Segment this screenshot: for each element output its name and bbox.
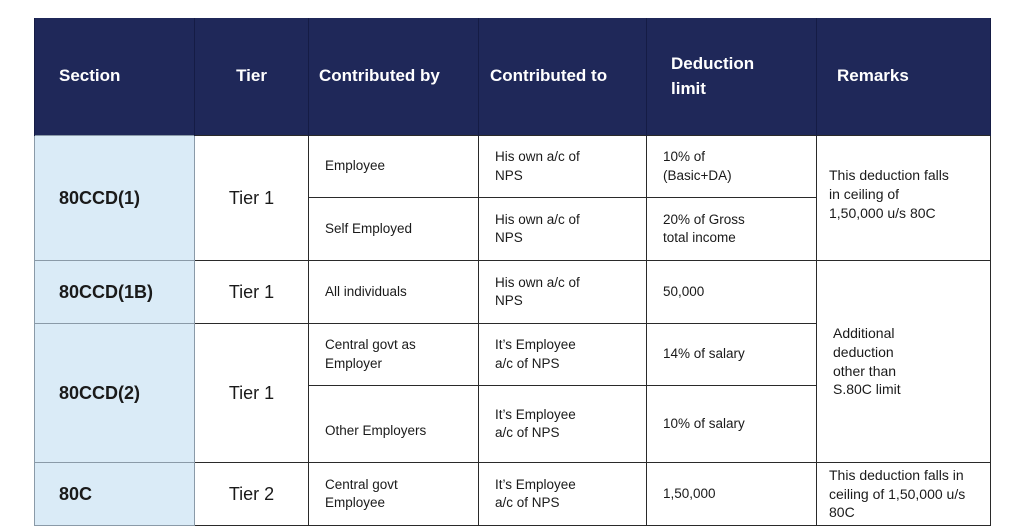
header-remarks: Remarks [817, 18, 991, 136]
contributed-by-cell: Employee [309, 136, 479, 198]
header-deduction-limit [647, 18, 817, 136]
section-cell: 80CCD(1B) [35, 261, 195, 324]
remarks-cell: This deduction falls in ceiling of 1,50,000 u/s 80C [817, 463, 991, 526]
contributed-to-cell: It’s Employee a/c of NPS [479, 386, 647, 463]
contributed-by-cell: Self Employed [309, 198, 479, 261]
tier-cell: Tier 2 [195, 463, 309, 526]
contributed-by-cell: All individuals [309, 261, 479, 324]
deduction-limit-cell: 1,50,000 [647, 463, 817, 526]
nps-deduction-table [34, 18, 991, 526]
deduction-limit-cell: 14% of salary [647, 324, 817, 386]
remarks-cell: Additional deduction other than S.80C limit [817, 261, 991, 463]
contributed-to-cell: It’s Employee a/c of NPS [479, 463, 647, 526]
table-row [35, 261, 991, 324]
tier-cell: Tier 1 [195, 261, 309, 324]
header-deduction-line2: limit [671, 78, 706, 98]
header-tier: Tier [195, 18, 309, 136]
contributed-by-cell: Other Employers [309, 386, 479, 463]
tier-cell: Tier 1 [195, 136, 309, 261]
section-cell: 80C [35, 463, 195, 526]
table-row [35, 463, 991, 526]
contributed-to-cell: It’s Employee a/c of NPS [479, 324, 647, 386]
deduction-limit-cell: 20% of Gross total income [647, 198, 817, 261]
contributed-by-cell: Central govt Employee [309, 463, 479, 526]
deduction-limit-cell: 10% of (Basic+DA) [647, 136, 817, 198]
contributed-to-cell: His own a/c of NPS [479, 136, 647, 198]
table-row [35, 136, 991, 198]
header-section: Section [35, 18, 195, 136]
deduction-limit-cell: 50,000 [647, 261, 817, 324]
contributed-by-cell: Central govt as Employer [309, 324, 479, 386]
deduction-limit-cell: 10% of salary [647, 386, 817, 463]
header-contributed-by: Contributed by [309, 18, 479, 136]
header-contributed-to: Contributed to [479, 18, 647, 136]
tier-cell: Tier 1 [195, 324, 309, 463]
remarks-cell: This deduction falls in ceiling of 1,50,000 u/s 80C [817, 136, 991, 261]
section-cell: 80CCD(1) [35, 136, 195, 261]
contributed-to-cell: His own a/c of NPS [479, 261, 647, 324]
contributed-to-cell: His own a/c of NPS [479, 198, 647, 261]
section-cell: 80CCD(2) [35, 324, 195, 463]
header-deduction-line1: Deduction [671, 53, 755, 73]
header-row [35, 18, 991, 136]
